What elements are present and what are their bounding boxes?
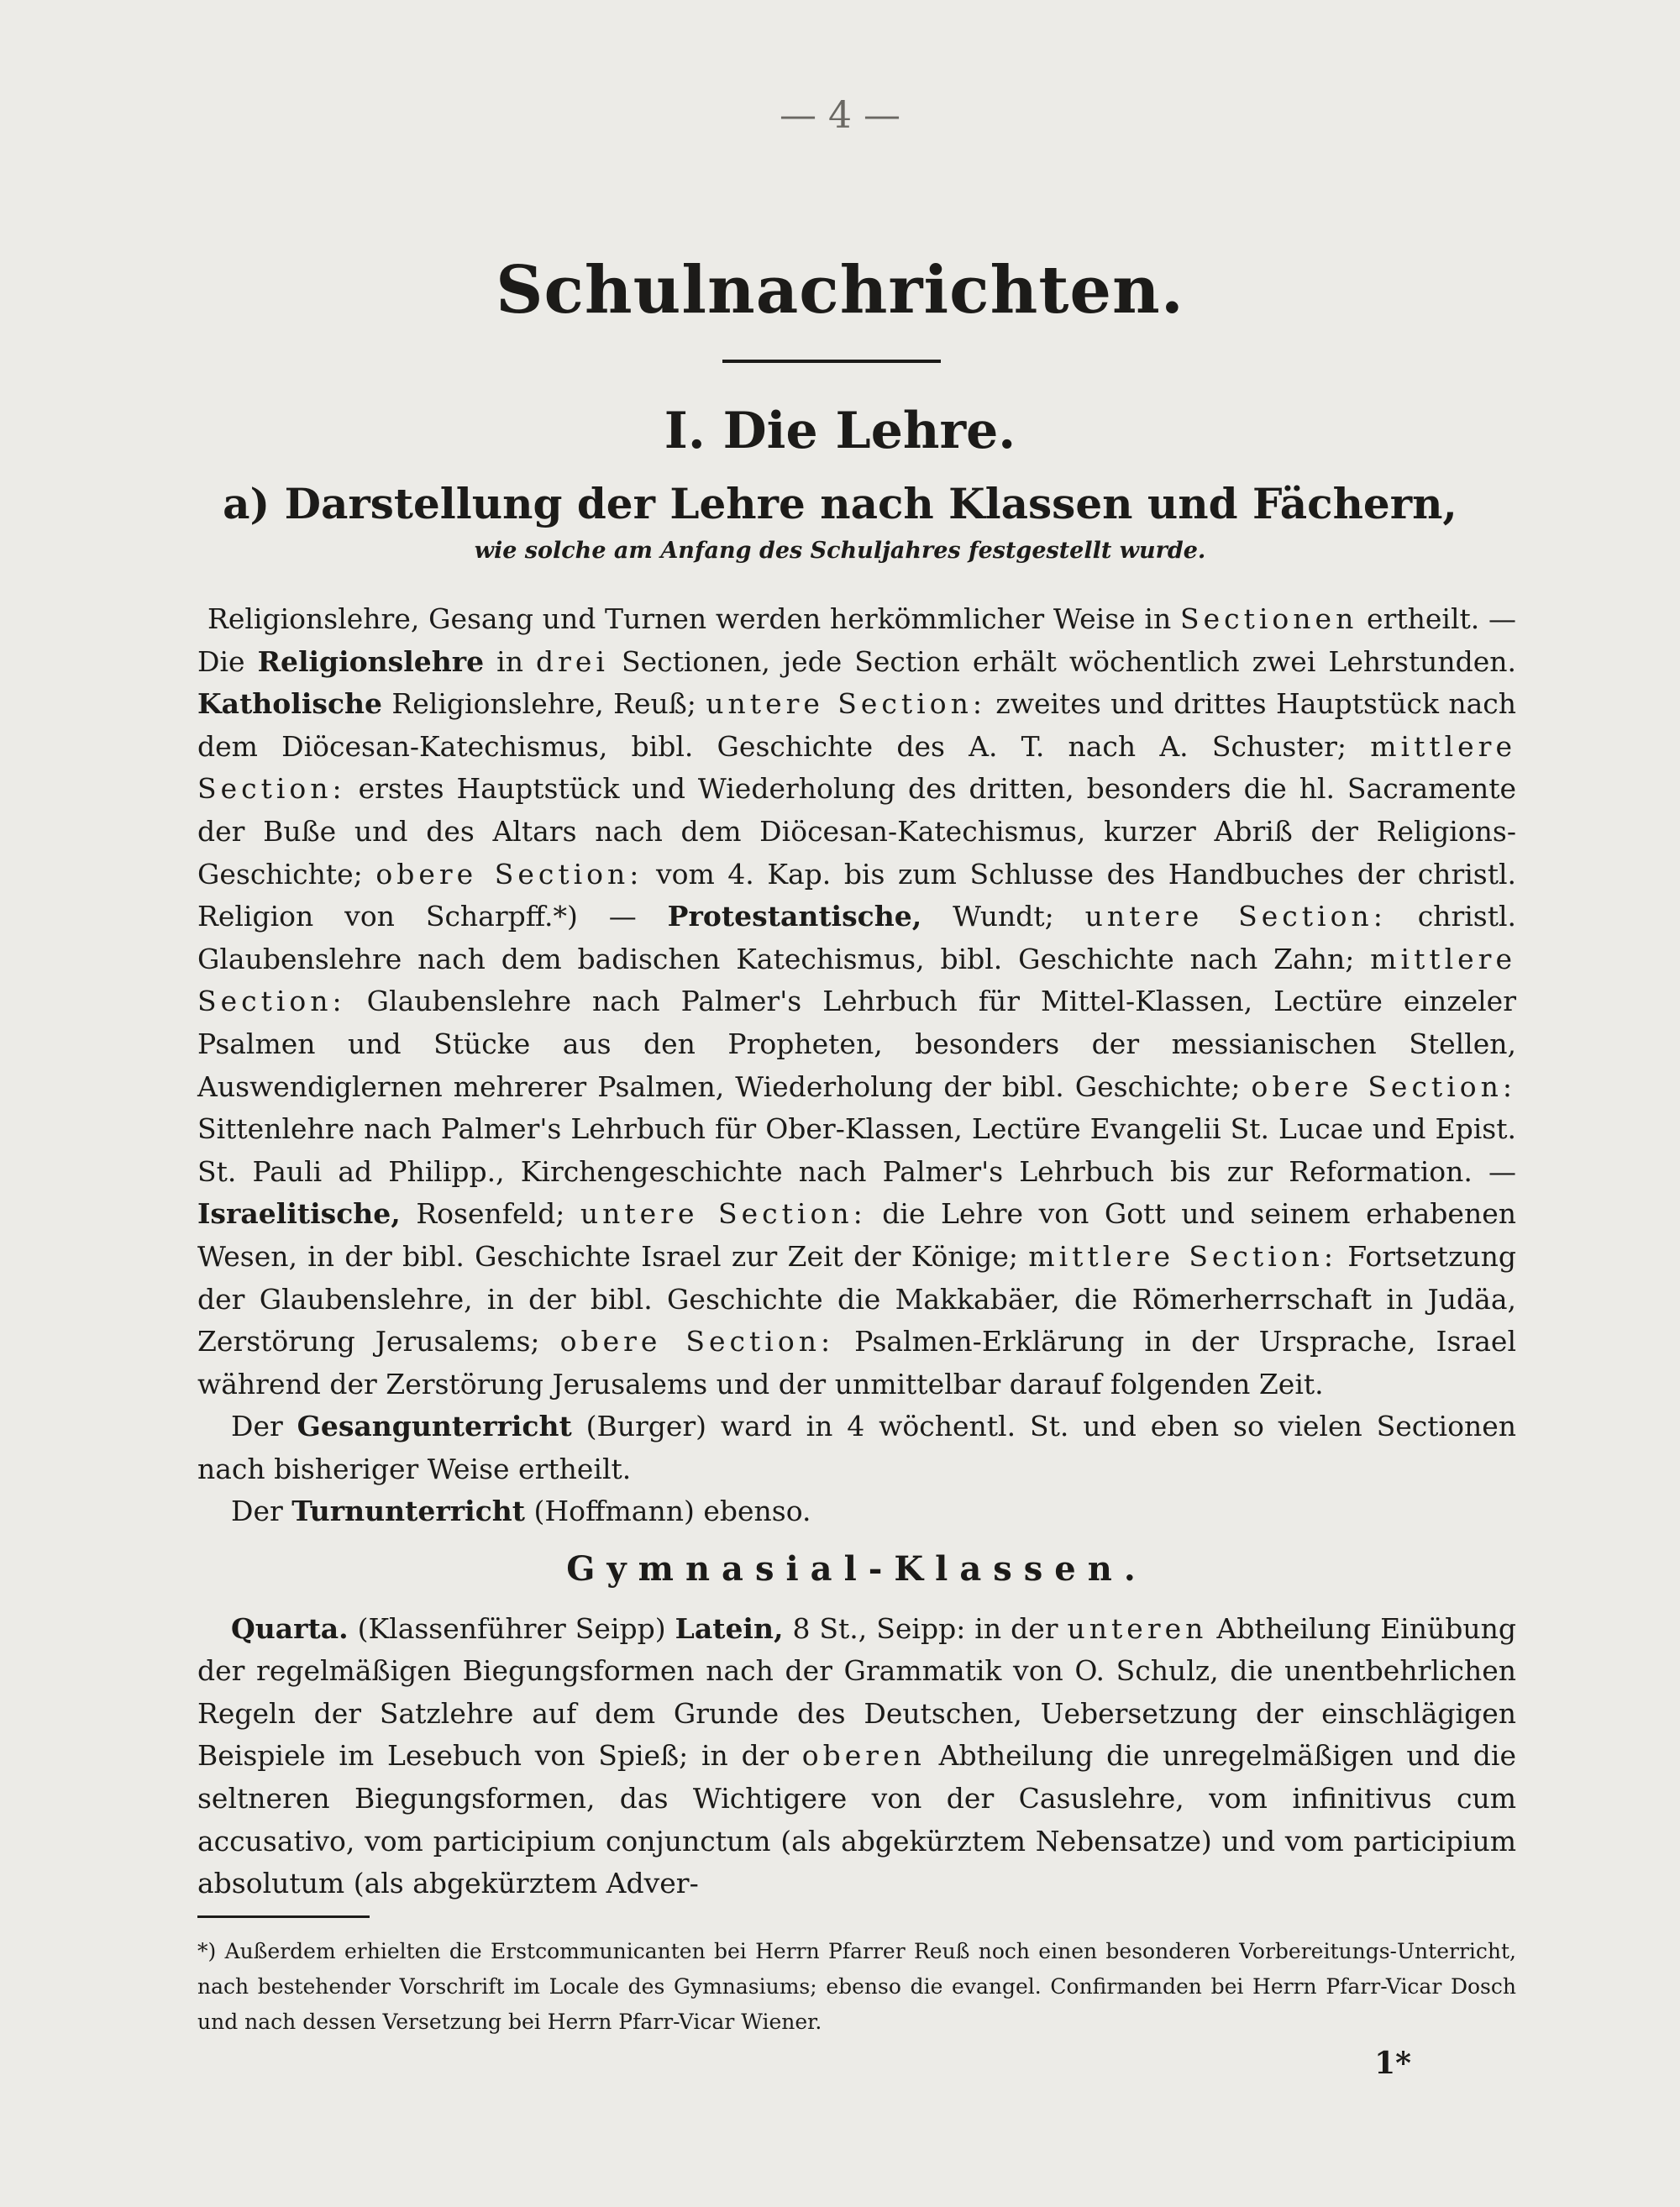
text-run: Religionslehre, Reuß; (382, 687, 706, 721)
text-run: ertheilt. — Die (197, 602, 1516, 678)
page-number: — 4 — (780, 94, 900, 137)
text-run: christl. Glaubenslehre nach dem badischen Katechismus, bibl. Geschichte nach Zahn; (197, 900, 1517, 975)
text-run: 8 St., Seipp: in der (783, 1611, 1068, 1645)
text-run: Religionslehre (257, 644, 485, 678)
text-run: Sectionen (1179, 602, 1358, 635)
text-run: Turnunterricht (291, 1495, 526, 1528)
text-run: (Klassenführer Seipp) (348, 1611, 675, 1645)
text-run: mittlere Section: (1028, 1239, 1337, 1273)
footnote-divider (197, 1915, 370, 1918)
text-run: obere Section: (559, 1325, 835, 1358)
text-run: in (484, 644, 536, 678)
text-run: Katholische (197, 687, 383, 721)
text-run: Psalmen-Erklärung in der Ursprache, Israel während der Zerstörung Jerusalems und der unmittelbar darauf folgenden Zeit. (197, 1325, 1516, 1400)
signature-mark: 1* (1374, 2046, 1411, 2081)
text-run: Israelitische, (197, 1197, 401, 1231)
text-run: Der (231, 1495, 292, 1528)
section-heading: I. Die Lehre. (664, 402, 1016, 460)
text-run: oberen (801, 1739, 926, 1773)
text-run: Glaubenslehre nach Palmer's Lehrbuch für Mittel-Klassen, Lectüre einzeler Psalmen und Stücke aus den Propheten, besonders der messianischen Stellen, Auswendiglernen mehrerer Psalmen, Wiederholung der bibl. Geschichte; (197, 985, 1516, 1103)
text-run: erstes Hauptstück und Wiederholung des dritten, besonders die hl. Sacramente der Buße und des Altars nach dem Diöcesan-Katechismus, kurzer Abriß der Religions-Geschichte; (197, 772, 1516, 891)
text-run: Fortsetzung der Glaubenslehre, in der bibl. Geschichte die Makkabäer, die Römerherrschaft in Judäa, Zerstörung Jerusalems; (197, 1239, 1517, 1358)
gymnasial-klassen-heading: Gymnasial-Klassen. (566, 1549, 1147, 1590)
text-run: Latein, (675, 1611, 784, 1645)
text-run: Rosenfeld; (400, 1197, 580, 1231)
section-subnote: wie solche am Anfang des Schuljahres festgestellt wurde. (474, 538, 1206, 564)
text-run: Religionslehre, Gesang und Turnen werden herkömmlicher Weise in (207, 602, 1180, 635)
text-run: zweites und drittes Hauptstück nach dem Diöcesan-Katechismus, bibl. Geschichte des A. T. nach A. Schuster; (197, 687, 1516, 763)
text-run: Protestantische, (667, 900, 922, 933)
text-run: untere Section: (1084, 900, 1387, 933)
text-run: die Lehre von Gott und seinem erhabenen Wesen, in der bibl. Geschichte Israel zur Zeit der Könige; (197, 1197, 1516, 1273)
paragraph-gesang (197, 1406, 1516, 1490)
text-run: (Hoffmann) ebenso. (525, 1495, 811, 1528)
text-run: drei (536, 644, 609, 678)
text-run: Wundt; (921, 900, 1085, 933)
text-run: Quarta. (231, 1611, 349, 1645)
page-title: Schulnachrichten. (496, 252, 1184, 328)
title-divider (722, 360, 941, 363)
text-run: obere Section: (375, 857, 643, 891)
text-run: Abtheilung die unregelmäßigen und die seltneren Biegungsformen, das Wichtigere von der Casuslehre, vom infinitivus cum accusativo, vom participium conjunctum (als abgekürztem Nebensatze) und vom participium absolutum (als abgekürztem Adver- (197, 1739, 1516, 1900)
text-run: untere Section: (580, 1197, 867, 1231)
text-run: unteren (1067, 1611, 1208, 1645)
section-subheading: a) Darstellung der Lehre nach Klassen und Fächern, (223, 479, 1457, 528)
text-run: (Burger) ward in 4 wöchentl. St. und eben so vielen Sectionen nach bisheriger Weise ertheilt. (197, 1410, 1516, 1485)
text-run: mittlere Section: (197, 942, 1516, 1018)
paragraph-quarta (197, 1608, 1516, 1905)
text-run: obere Section: (1251, 1069, 1516, 1103)
text-run: Abtheilung Einübung der regelmäßigen Biegungsformen nach der Grammatik von O. Schulz, die unentbehrlichen Regeln der Satzlehre auf dem Grunde des Deutschen, Uebersetzung der einschlägigen Beispiele im Lesebuch von Spieß; in der (197, 1611, 1516, 1773)
text-run: Sectionen, jede Section erhält wöchentlich zwei Lehrstunden. (608, 644, 1516, 678)
footnote: *) Außerdem erhielten die Erstcommunicanten bei Herrn Pfarrer Reuß noch einen besonderen Vorbereitungs-Unterricht, nach bestehender Vorschrift im Locale des Gymnasiums; ebenso die evangel. Confirmanden bei Herrn Pfarr-Vicar Dosch und nach dessen Versetzung bei Herrn Pfarr-Vicar Wiener. (197, 1939, 1516, 2034)
paragraph-turnen (197, 1490, 1516, 1533)
paragraph-religion (197, 598, 1516, 1406)
text-run: mittlere Section: (197, 729, 1516, 806)
text-run: vom 4. Kap. bis zum Schlusse des Handbuches der christl. Religion von Scharpff.*) — (197, 857, 1517, 933)
text-run: Gesangunterricht (297, 1410, 572, 1443)
text-run: untere Section: (706, 687, 986, 721)
main-text (197, 598, 1516, 1905)
text-run: Sittenlehre nach Palmer's Lehrbuch für Ober-Klassen, Lectüre Evangelii St. Lucae und Epist. St. Pauli ad Philipp., Kirchengeschichte nach Palmer's Lehrbuch bis zur Reformation. — (197, 1112, 1516, 1188)
text-run: Der (231, 1410, 297, 1443)
